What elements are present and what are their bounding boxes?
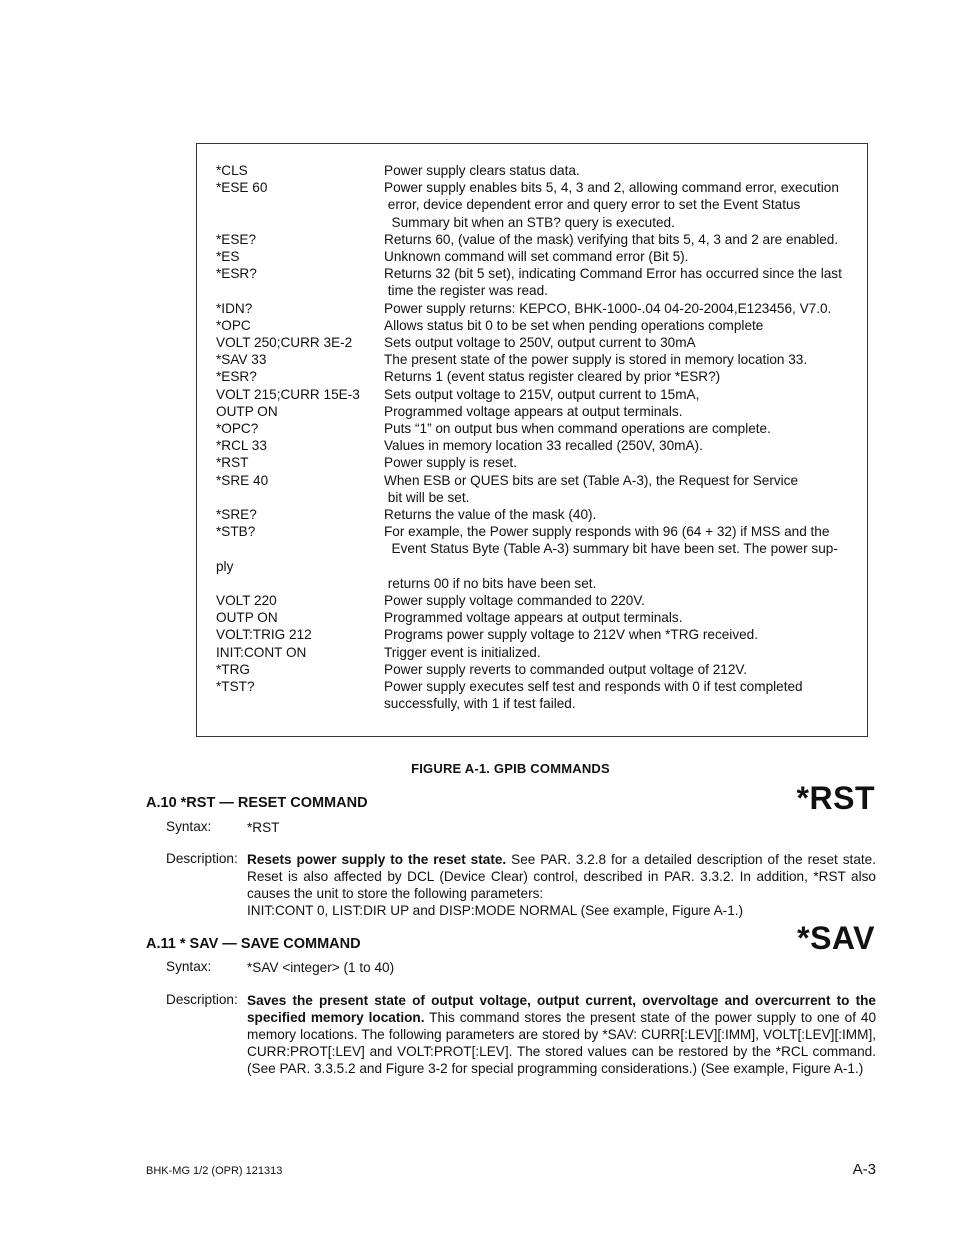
page-number: A-3 (852, 1161, 876, 1178)
command-description: When ESB or QUES bits are set (Table A-3), the Request for Service (384, 472, 799, 488)
command-description: Power supply returns: KEPCO, BHK-1000-.04 04-20-2004,E123456, V7.0. (384, 300, 832, 316)
command-text: *ESE 60 (216, 180, 268, 196)
command-description: Power supply enables bits 5, 4, 3 and 2, allowing command error, execution (384, 180, 839, 196)
command-text: *OPC (216, 317, 251, 333)
command-description: Returns 32 (bit 5 set), indicating Command Error has occurred since the last (384, 266, 842, 282)
command-text: *RST (216, 455, 249, 471)
command-description: Power supply reverts to commanded output voltage of 212V. (384, 661, 747, 677)
description-sav-text: This command stores the present state of the power supply to one of 40 memory locations. The following parameters are stored by *SAV: CURR[:LEV][:IMM], VOLT[:LEV][:IMM], CURR:PROT[:LEV] and VOLT:PROT[:LEV]. The stored values can be restored by the *RCL command. (See PAR. 3.3.5.2 and Figure 3-2 for special programming considerations.) (See example, Figure A-1.) (247, 1010, 877, 1076)
command-text: *ESR? (216, 369, 257, 385)
command-text: VOLT:TRIG 212 (216, 627, 312, 643)
big-command-sav: *SAV (797, 920, 875, 956)
command-text: OUTP ON (216, 403, 278, 419)
description-rst-bold: Resets power supply to the reset state. (247, 852, 507, 867)
command-text: VOLT 220 (216, 593, 277, 608)
command-text: *SRE? (216, 507, 257, 522)
description-rst-text: See PAR. 3.2.8 for a detailed description of the reset state. Reset is also affected by DCL (Device Clear) control, described in PAR. 3.3.2. In addition, *RST also causes the unit to store the following parameters: (247, 852, 876, 901)
command-description: successfully, with 1 if test failed. (384, 696, 576, 712)
command-description: Returns the value of the mask (40). (384, 507, 597, 522)
description-sav-bold: Saves the present state of output voltage, output current, overvoltage and overcurrent to the specified memory location. (247, 993, 876, 1025)
command-description: Power supply executes self test and responds with 0 if test completed (384, 679, 803, 694)
syntax-value-rst: *RST (247, 820, 280, 835)
command-description: Power supply is reset. (384, 455, 517, 471)
command-text: OUTP ON (216, 610, 278, 626)
command-text: *SRE 40 (216, 472, 269, 488)
command-description: The present state of the power supply is stored in memory location 33. (384, 352, 808, 368)
syntax-label-rst: Syntax: (166, 819, 212, 834)
command-description: Returns 60, (value of the mask) verifying that bits 5, 4, 3 and 2 are enabled. (384, 231, 839, 247)
command-text: *TRG (216, 661, 250, 677)
command-text: *RCL 33 (216, 438, 267, 454)
command-text: *TST? (216, 679, 255, 694)
command-text: VOLT 215;CURR 15E-3 (216, 386, 360, 402)
syntax-label-sav: Syntax: (166, 959, 212, 974)
command-description: Returns 1 (event status register cleared by prior *ESR?) (384, 369, 721, 385)
command-text: *ES (216, 249, 240, 264)
command-description: Power supply voltage commanded to 220V. (384, 593, 645, 608)
command-text: VOLT 250;CURR 3E-2 (216, 335, 353, 350)
section-heading-sav: A.11 * SAV — SAVE COMMAND (146, 936, 361, 952)
command-description: Power supply clears status data. (384, 163, 580, 178)
command-text: *ESE? (216, 231, 257, 247)
command-text: *STB? (216, 524, 256, 540)
command-description: Values in memory location 33 recalled (250V, 30mA). (384, 438, 703, 454)
command-description: Puts “1” on output bus when command operations are complete. (384, 421, 771, 436)
footer-document-id: BHK-MG 1/2 (OPR) 121313 (146, 1165, 283, 1177)
command-description: returns 00 if no bits have been set. (384, 575, 597, 591)
command-description: Programmed voltage appears at output terminals. (384, 403, 683, 419)
section-heading-rst: A.10 *RST — RESET COMMAND (146, 795, 368, 811)
command-description: Sets output voltage to 215V, output current to 15mA, (384, 386, 700, 402)
command-text: *CLS (216, 163, 248, 178)
command-text: *ESR? (216, 266, 257, 282)
command-text: *SAV 33 (216, 352, 267, 368)
command-description: Sets output voltage to 250V, output current to 30mA (384, 335, 696, 350)
description-rst-params: INIT:CONT 0, LIST:DIR UP and DISP:MODE NORMAL (See example, Figure A-1.) (247, 903, 744, 918)
command-description: Summary bit when an STB? query is executed. (384, 214, 675, 230)
command-description: error, device dependent error and query error to set the Event Status (384, 197, 801, 213)
command-text: *IDN? (216, 300, 253, 316)
command-description: Allows status bit 0 to be set when pending operations complete (384, 317, 764, 333)
description-sav (247, 992, 876, 1077)
description-label-sav: Description: (166, 992, 238, 1007)
syntax-value-sav: *SAV <integer> (1 to 40) (247, 960, 395, 975)
command-description: time the register was read. (384, 283, 548, 299)
gpib-commands-figure (196, 143, 868, 737)
command-description: Unknown command will set command error (Bit 5). (384, 249, 689, 264)
command-text: *OPC? (216, 421, 259, 436)
command-description: Trigger event is initialized. (384, 644, 541, 660)
description-label-rst: Description: (166, 851, 238, 866)
command-text: ply (216, 558, 234, 574)
command-description: Programmed voltage appears at output terminals. (384, 610, 683, 626)
command-description: Event Status Byte (Table A-3) summary bit have been set. The power sup- (384, 541, 838, 557)
command-description: For example, the Power supply responds with 96 (64 + 32) if MSS and the (384, 524, 830, 540)
command-description: Programs power supply voltage to 212V when *TRG received. (384, 627, 759, 643)
big-command-rst: *RST (796, 780, 875, 816)
command-description: bit will be set. (384, 489, 470, 505)
command-text: INIT:CONT ON (216, 644, 307, 660)
figure-caption: FIGURE A-1. GPIB COMMANDS (411, 761, 610, 776)
description-rst (247, 851, 876, 919)
